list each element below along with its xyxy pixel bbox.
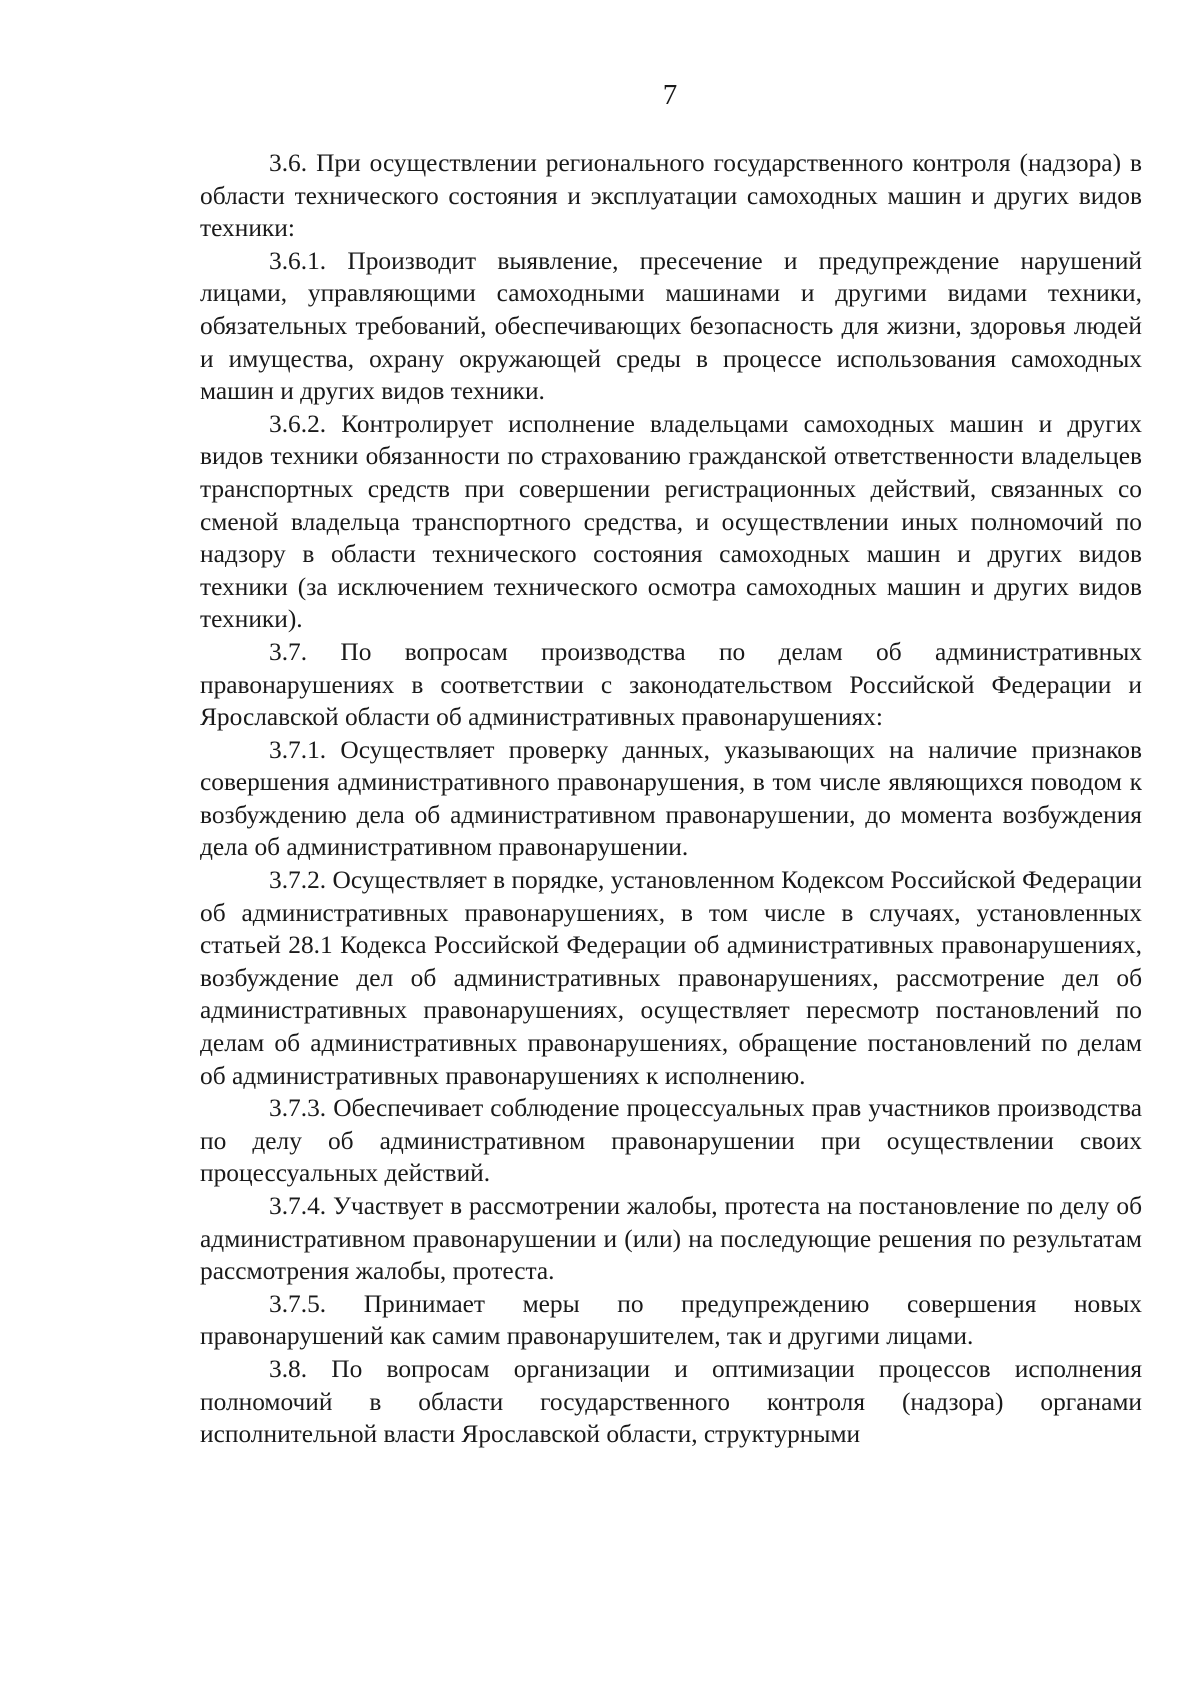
paragraph-3-7-3: 3.7.3. Обеспечивает соблюдение процессуальных прав участников производства по делу об административном правонарушении при осуществлении своих процессуальных действий. xyxy=(200,1094,1142,1188)
paragraph-3-6-2: 3.6.2. Контролирует исполнение владельцами самоходных машин и других видов техники обязанности по страхованию гражданской ответственности владельцев транспортных средств при совершении регистрационных действий, связанных со сменой владельца транспортного средства, и осуществлении иных полномочий по надзору в области технического состояния самоходных машин и других видов техники (за исключением технического осмотра самоходных машин и других видов техники). xyxy=(200,409,1142,634)
paragraph-3-7-4: 3.7.4. Участвует в рассмотрении жалобы, протеста на постановление по делу об административном правонарушении и (или) на последующие решения по результатам рассмотрения жалобы, протеста. xyxy=(200,1192,1142,1286)
paragraph-3-7-5: 3.7.5. Принимает меры по предупреждению совершения новых правонарушений как самим правонарушителем, так и другими лицами. xyxy=(200,1289,1142,1351)
paragraph-3-7-1: 3.7.1. Осуществляет проверку данных, указывающих на наличие признаков совершения административного правонарушения, в том числе являющихся поводом к возбуждению дела об административном правонарушении, до момента возбуждения дела об административном правонарушении. xyxy=(200,735,1142,862)
paragraph-3-7-2: 3.7.2. Осуществляет в порядке, установленном Кодексом Российской Федерации об административных правонарушениях, в том числе в случаях, установленных статьей 28.1 Кодекса Российской Федерации об административных правонарушениях, возбуждение дел об административных правонарушениях, рассмотрение дел об административных правонарушениях, осуществляет пересмотр постановлений по делам об административных правонарушениях, обращение постановлений по делам об административных правонарушениях к исполнению. xyxy=(200,866,1142,1090)
document-body xyxy=(200,147,1142,1451)
paragraph-3-8: 3.8. По вопросам организации и оптимизации процессов исполнения полномочий в области государственного контроля (надзора) органами исполнительной власти Ярославской области, структурными xyxy=(200,1354,1142,1449)
page-number: 7 xyxy=(662,79,678,111)
paragraph-3-6: 3.6. При осуществлении регионального государственного контроля (надзора) в области технического состояния и эксплуатации самоходных машин и других видов техники: xyxy=(200,149,1142,243)
paragraph-3-6-1: 3.6.1. Производит выявление, пресечение и предупреждение нарушений лицами, управляющими самоходными машинами и другими видами техники, обязательных требований, обеспечивающих безопасность для жизни, здоровья людей и имущества, охрану окружающей среды в процессе использования самоходных машин и других видов техники. xyxy=(200,246,1142,406)
paragraph-3-7: 3.7. По вопросам производства по делам об административных правонарушениях в соответствии с законодательством Российской Федерации и Ярославской области об административных правонарушениях: xyxy=(200,637,1142,732)
